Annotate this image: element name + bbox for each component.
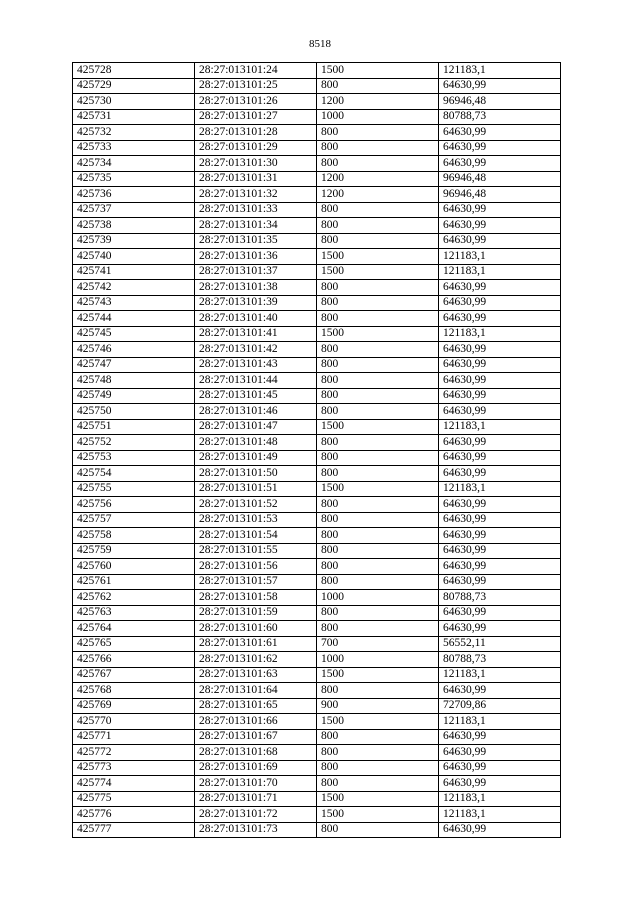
record-number-cell: 425774 — [73, 776, 195, 792]
cadastral-number-cell: 28:27:013101:66 — [195, 714, 317, 730]
table-row — [73, 822, 561, 838]
cadastral-number-cell: 28:27:013101:32 — [195, 187, 317, 203]
value-cell: 121183,1 — [439, 326, 561, 342]
record-number-cell: 425750 — [73, 404, 195, 420]
cadastral-number-cell: 28:27:013101:54 — [195, 528, 317, 544]
value-cell: 64630,99 — [439, 156, 561, 172]
cadastral-number-cell: 28:27:013101:69 — [195, 760, 317, 776]
record-number-cell: 425752 — [73, 435, 195, 451]
value-cell: 121183,1 — [439, 264, 561, 280]
record-number-cell: 425749 — [73, 388, 195, 404]
record-number-cell: 425754 — [73, 466, 195, 482]
table-row — [73, 791, 561, 807]
record-number-cell: 425766 — [73, 652, 195, 668]
table-row — [73, 667, 561, 683]
cadastral-number-cell: 28:27:013101:37 — [195, 264, 317, 280]
value-cell: 121183,1 — [439, 63, 561, 79]
area-cell: 800 — [317, 528, 439, 544]
page-number: 8518 — [309, 38, 331, 50]
area-cell: 800 — [317, 497, 439, 513]
record-number-cell: 425735 — [73, 171, 195, 187]
table-row — [73, 233, 561, 249]
record-number-cell: 425775 — [73, 791, 195, 807]
table-row — [73, 311, 561, 327]
value-cell: 64630,99 — [439, 466, 561, 482]
record-number-cell: 425759 — [73, 543, 195, 559]
area-cell: 800 — [317, 342, 439, 358]
value-cell: 64630,99 — [439, 729, 561, 745]
area-cell: 800 — [317, 435, 439, 451]
table-row — [73, 187, 561, 203]
area-cell: 800 — [317, 218, 439, 234]
record-number-cell: 425748 — [73, 373, 195, 389]
value-cell: 64630,99 — [439, 528, 561, 544]
table-row — [73, 652, 561, 668]
value-cell: 56552,11 — [439, 636, 561, 652]
table-row — [73, 202, 561, 218]
record-number-cell: 425770 — [73, 714, 195, 730]
value-cell: 64630,99 — [439, 140, 561, 156]
area-cell: 800 — [317, 373, 439, 389]
record-number-cell: 425738 — [73, 218, 195, 234]
record-number-cell: 425741 — [73, 264, 195, 280]
table-row — [73, 481, 561, 497]
value-cell: 80788,73 — [439, 590, 561, 606]
area-cell: 800 — [317, 233, 439, 249]
value-cell: 80788,73 — [439, 652, 561, 668]
cadastral-number-cell: 28:27:013101:44 — [195, 373, 317, 389]
cadastral-number-cell: 28:27:013101:61 — [195, 636, 317, 652]
area-cell: 1000 — [317, 590, 439, 606]
cadastral-number-cell: 28:27:013101:53 — [195, 512, 317, 528]
value-cell: 64630,99 — [439, 342, 561, 358]
area-cell: 800 — [317, 776, 439, 792]
cadastral-number-cell: 28:27:013101:24 — [195, 63, 317, 79]
record-number-cell: 425733 — [73, 140, 195, 156]
area-cell: 800 — [317, 404, 439, 420]
cadastral-number-cell: 28:27:013101:26 — [195, 94, 317, 110]
record-number-cell: 425771 — [73, 729, 195, 745]
value-cell: 64630,99 — [439, 745, 561, 761]
record-number-cell: 425755 — [73, 481, 195, 497]
cadastral-number-cell: 28:27:013101:46 — [195, 404, 317, 420]
area-cell: 800 — [317, 466, 439, 482]
table-row — [73, 295, 561, 311]
area-cell: 1500 — [317, 419, 439, 435]
record-number-cell: 425743 — [73, 295, 195, 311]
area-cell: 800 — [317, 621, 439, 637]
cadastral-number-cell: 28:27:013101:27 — [195, 109, 317, 125]
cadastral-number-cell: 28:27:013101:47 — [195, 419, 317, 435]
record-number-cell: 425777 — [73, 822, 195, 838]
cadastral-number-cell: 28:27:013101:36 — [195, 249, 317, 265]
area-cell: 800 — [317, 760, 439, 776]
table-row — [73, 156, 561, 172]
value-cell: 64630,99 — [439, 512, 561, 528]
cadastral-number-cell: 28:27:013101:63 — [195, 667, 317, 683]
area-cell: 800 — [317, 543, 439, 559]
value-cell: 64630,99 — [439, 295, 561, 311]
table-row — [73, 760, 561, 776]
cadastral-number-cell: 28:27:013101:50 — [195, 466, 317, 482]
cadastral-number-cell: 28:27:013101:30 — [195, 156, 317, 172]
area-cell: 1500 — [317, 264, 439, 280]
table-row — [73, 264, 561, 280]
cadastral-number-cell: 28:27:013101:73 — [195, 822, 317, 838]
area-cell: 1500 — [317, 807, 439, 823]
area-cell: 800 — [317, 512, 439, 528]
record-number-cell: 425729 — [73, 78, 195, 94]
value-cell: 121183,1 — [439, 714, 561, 730]
area-cell: 1200 — [317, 94, 439, 110]
table-row — [73, 342, 561, 358]
cadastral-number-cell: 28:27:013101:34 — [195, 218, 317, 234]
area-cell: 1500 — [317, 249, 439, 265]
value-cell: 64630,99 — [439, 760, 561, 776]
area-cell: 1200 — [317, 187, 439, 203]
area-cell: 800 — [317, 822, 439, 838]
area-cell: 800 — [317, 559, 439, 575]
table-row — [73, 78, 561, 94]
area-cell: 800 — [317, 311, 439, 327]
table-row — [73, 326, 561, 342]
record-number-cell: 425742 — [73, 280, 195, 296]
record-number-cell: 425728 — [73, 63, 195, 79]
area-cell: 800 — [317, 156, 439, 172]
cadastral-number-cell: 28:27:013101:35 — [195, 233, 317, 249]
area-cell: 800 — [317, 729, 439, 745]
value-cell: 72709,86 — [439, 698, 561, 714]
record-number-cell: 425737 — [73, 202, 195, 218]
registry-table-body — [73, 63, 561, 838]
table-row — [73, 543, 561, 559]
value-cell: 64630,99 — [439, 218, 561, 234]
table-row — [73, 419, 561, 435]
area-cell: 1500 — [317, 714, 439, 730]
value-cell: 121183,1 — [439, 791, 561, 807]
value-cell: 64630,99 — [439, 202, 561, 218]
area-cell: 1000 — [317, 652, 439, 668]
area-cell: 800 — [317, 78, 439, 94]
table-row — [73, 171, 561, 187]
value-cell: 64630,99 — [439, 822, 561, 838]
value-cell: 64630,99 — [439, 280, 561, 296]
record-number-cell: 425746 — [73, 342, 195, 358]
table-row — [73, 776, 561, 792]
value-cell: 64630,99 — [439, 233, 561, 249]
record-number-cell: 425763 — [73, 605, 195, 621]
table-row — [73, 450, 561, 466]
table-row — [73, 109, 561, 125]
table-row — [73, 94, 561, 110]
cadastral-number-cell: 28:27:013101:51 — [195, 481, 317, 497]
table-row — [73, 280, 561, 296]
table-row — [73, 574, 561, 590]
area-cell: 1500 — [317, 326, 439, 342]
cadastral-number-cell: 28:27:013101:49 — [195, 450, 317, 466]
area-cell: 1500 — [317, 667, 439, 683]
record-number-cell: 425773 — [73, 760, 195, 776]
record-number-cell: 425764 — [73, 621, 195, 637]
value-cell: 64630,99 — [439, 78, 561, 94]
table-row — [73, 497, 561, 513]
area-cell: 800 — [317, 605, 439, 621]
value-cell: 64630,99 — [439, 404, 561, 420]
table-row — [73, 729, 561, 745]
cadastral-number-cell: 28:27:013101:29 — [195, 140, 317, 156]
area-cell: 800 — [317, 280, 439, 296]
record-number-cell: 425732 — [73, 125, 195, 141]
value-cell: 64630,99 — [439, 605, 561, 621]
area-cell: 800 — [317, 574, 439, 590]
table-row — [73, 605, 561, 621]
record-number-cell: 425769 — [73, 698, 195, 714]
cadastral-number-cell: 28:27:013101:42 — [195, 342, 317, 358]
table-row — [73, 373, 561, 389]
table-row — [73, 388, 561, 404]
record-number-cell: 425753 — [73, 450, 195, 466]
cadastral-number-cell: 28:27:013101:41 — [195, 326, 317, 342]
area-cell: 800 — [317, 357, 439, 373]
value-cell: 64630,99 — [439, 373, 561, 389]
table-row — [73, 621, 561, 637]
area-cell: 1000 — [317, 109, 439, 125]
value-cell: 96946,48 — [439, 187, 561, 203]
table-row — [73, 745, 561, 761]
value-cell: 121183,1 — [439, 481, 561, 497]
cadastral-number-cell: 28:27:013101:55 — [195, 543, 317, 559]
cadastral-number-cell: 28:27:013101:70 — [195, 776, 317, 792]
area-cell: 700 — [317, 636, 439, 652]
record-number-cell: 425772 — [73, 745, 195, 761]
cadastral-number-cell: 28:27:013101:33 — [195, 202, 317, 218]
value-cell: 64630,99 — [439, 311, 561, 327]
cadastral-number-cell: 28:27:013101:72 — [195, 807, 317, 823]
cadastral-number-cell: 28:27:013101:67 — [195, 729, 317, 745]
table-row — [73, 404, 561, 420]
record-number-cell: 425731 — [73, 109, 195, 125]
table-row — [73, 249, 561, 265]
record-number-cell: 425747 — [73, 357, 195, 373]
area-cell: 800 — [317, 295, 439, 311]
table-row — [73, 63, 561, 79]
cadastral-number-cell: 28:27:013101:28 — [195, 125, 317, 141]
value-cell: 64630,99 — [439, 435, 561, 451]
value-cell: 64630,99 — [439, 559, 561, 575]
table-row — [73, 590, 561, 606]
cadastral-number-cell: 28:27:013101:43 — [195, 357, 317, 373]
record-number-cell: 425762 — [73, 590, 195, 606]
record-number-cell: 425734 — [73, 156, 195, 172]
value-cell: 64630,99 — [439, 621, 561, 637]
value-cell: 121183,1 — [439, 419, 561, 435]
cadastral-number-cell: 28:27:013101:48 — [195, 435, 317, 451]
area-cell: 1500 — [317, 481, 439, 497]
table-row — [73, 559, 561, 575]
record-number-cell: 425758 — [73, 528, 195, 544]
table-row — [73, 218, 561, 234]
value-cell: 64630,99 — [439, 543, 561, 559]
value-cell: 64630,99 — [439, 388, 561, 404]
record-number-cell: 425768 — [73, 683, 195, 699]
value-cell: 121183,1 — [439, 249, 561, 265]
table-row — [73, 466, 561, 482]
cadastral-number-cell: 28:27:013101:68 — [195, 745, 317, 761]
cadastral-number-cell: 28:27:013101:38 — [195, 280, 317, 296]
area-cell: 1200 — [317, 171, 439, 187]
cadastral-number-cell: 28:27:013101:56 — [195, 559, 317, 575]
value-cell: 64630,99 — [439, 125, 561, 141]
value-cell: 64630,99 — [439, 357, 561, 373]
area-cell: 800 — [317, 202, 439, 218]
record-number-cell: 425736 — [73, 187, 195, 203]
table-row — [73, 807, 561, 823]
cadastral-number-cell: 28:27:013101:62 — [195, 652, 317, 668]
cadastral-number-cell: 28:27:013101:65 — [195, 698, 317, 714]
value-cell: 96946,48 — [439, 94, 561, 110]
record-number-cell: 425756 — [73, 497, 195, 513]
record-number-cell: 425776 — [73, 807, 195, 823]
area-cell: 800 — [317, 745, 439, 761]
record-number-cell: 425745 — [73, 326, 195, 342]
cadastral-number-cell: 28:27:013101:40 — [195, 311, 317, 327]
record-number-cell: 425765 — [73, 636, 195, 652]
cadastral-number-cell: 28:27:013101:58 — [195, 590, 317, 606]
area-cell: 800 — [317, 683, 439, 699]
table-row — [73, 125, 561, 141]
value-cell: 96946,48 — [439, 171, 561, 187]
record-number-cell: 425739 — [73, 233, 195, 249]
cadastral-number-cell: 28:27:013101:60 — [195, 621, 317, 637]
cadastral-number-cell: 28:27:013101:57 — [195, 574, 317, 590]
record-number-cell: 425744 — [73, 311, 195, 327]
value-cell: 121183,1 — [439, 667, 561, 683]
table-row — [73, 714, 561, 730]
record-number-cell: 425757 — [73, 512, 195, 528]
cadastral-number-cell: 28:27:013101:52 — [195, 497, 317, 513]
record-number-cell: 425751 — [73, 419, 195, 435]
record-number-cell: 425761 — [73, 574, 195, 590]
record-number-cell: 425730 — [73, 94, 195, 110]
table-row — [73, 512, 561, 528]
value-cell: 64630,99 — [439, 450, 561, 466]
record-number-cell: 425740 — [73, 249, 195, 265]
value-cell: 64630,99 — [439, 574, 561, 590]
cadastral-number-cell: 28:27:013101:71 — [195, 791, 317, 807]
value-cell: 121183,1 — [439, 807, 561, 823]
cadastral-number-cell: 28:27:013101:31 — [195, 171, 317, 187]
registry-table — [72, 62, 561, 838]
table-row — [73, 636, 561, 652]
table-row — [73, 698, 561, 714]
table-row — [73, 357, 561, 373]
record-number-cell: 425767 — [73, 667, 195, 683]
value-cell: 64630,99 — [439, 497, 561, 513]
table-row — [73, 435, 561, 451]
area-cell: 800 — [317, 388, 439, 404]
value-cell: 64630,99 — [439, 683, 561, 699]
area-cell: 800 — [317, 450, 439, 466]
table-row — [73, 683, 561, 699]
area-cell: 900 — [317, 698, 439, 714]
area-cell: 1500 — [317, 791, 439, 807]
table-row — [73, 140, 561, 156]
cadastral-number-cell: 28:27:013101:45 — [195, 388, 317, 404]
cadastral-number-cell: 28:27:013101:39 — [195, 295, 317, 311]
value-cell: 80788,73 — [439, 109, 561, 125]
cadastral-number-cell: 28:27:013101:64 — [195, 683, 317, 699]
cadastral-number-cell: 28:27:013101:25 — [195, 78, 317, 94]
cadastral-number-cell: 28:27:013101:59 — [195, 605, 317, 621]
area-cell: 800 — [317, 140, 439, 156]
area-cell: 800 — [317, 125, 439, 141]
area-cell: 1500 — [317, 63, 439, 79]
record-number-cell: 425760 — [73, 559, 195, 575]
value-cell: 64630,99 — [439, 776, 561, 792]
table-row — [73, 528, 561, 544]
